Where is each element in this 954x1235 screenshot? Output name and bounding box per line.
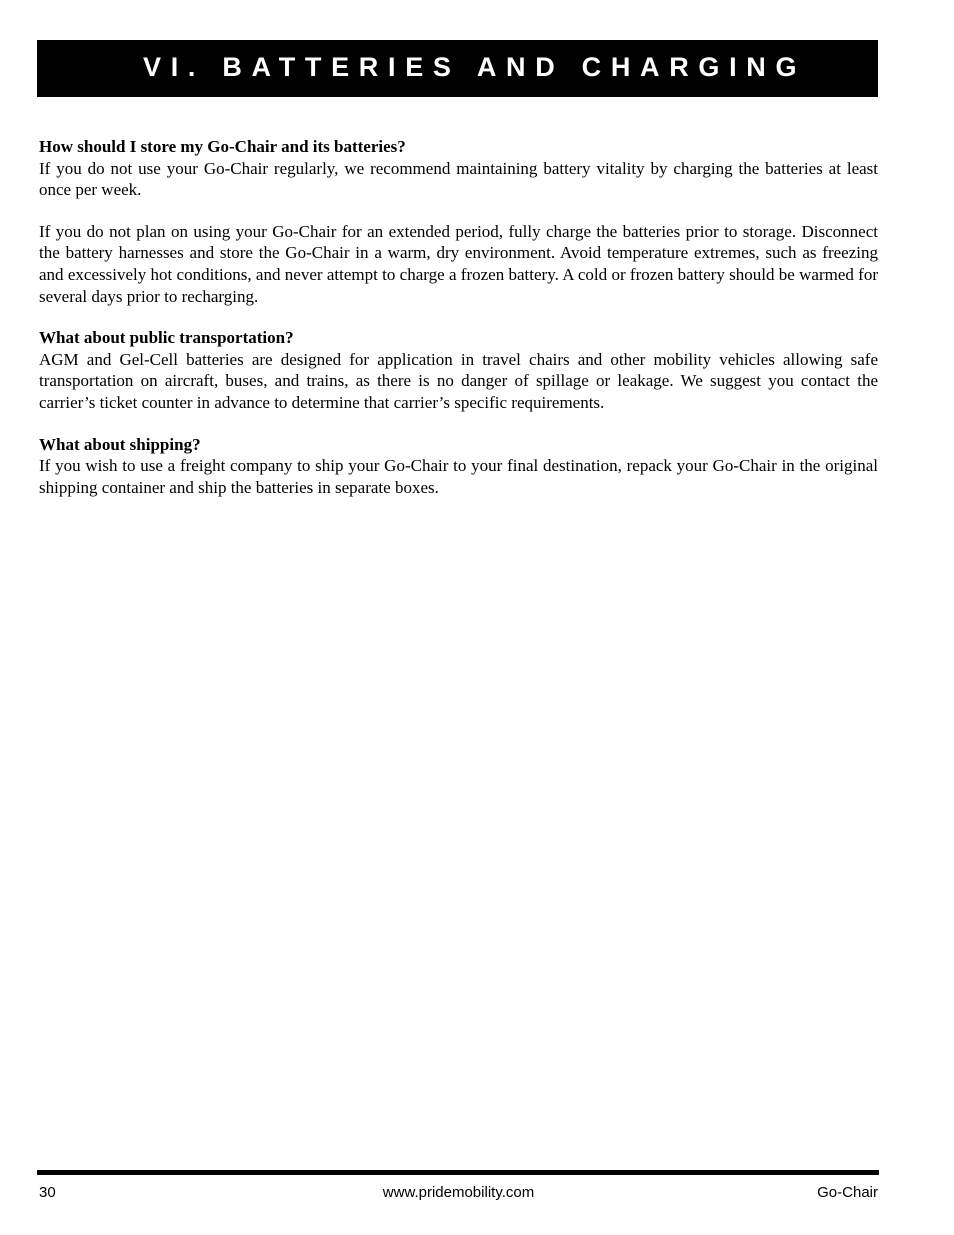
page-footer [39,1184,878,1204]
faq-shipping [39,434,878,499]
footer-divider [37,1170,879,1175]
footer-website: www.pridemobility.com [382,1184,535,1201]
faq-question: How should I store my Go-Chair and its batteries? [39,137,406,156]
faq-answer: AGM and Gel-Cell batteries are designed for application in travel chairs and other mobility vehicles allowing safe transportation on aircraft, buses, and trains, as there is no danger of spillage or leakage. We suggest you contact the carrier’s ticket counter in advance to determine that carrier’s specific requirements. [39,349,878,412]
faq-public-transportation [39,327,878,413]
faq-answer: If you do not use your Go-Chair regularly, we recommend maintaining battery vitality by charging the batteries at least once per week. [39,158,878,200]
page-number: 30 [39,1184,56,1201]
faq-answer: If you wish to use a freight company to ship your Go-Chair to your final destination, repack your Go-Chair in the original shipping container and ship the batteries in separate boxes. [39,456,878,497]
page-content [39,136,878,518]
faq-question: What about shipping? [39,434,201,454]
footer-product-name: Go-Chair [817,1184,878,1201]
faq-question: What about public transportation? [39,328,294,348]
section-title: VI. BATTERIES AND CHARGING [143,52,807,82]
section-header-bar [37,40,878,97]
faq-storage [39,136,878,307]
faq-answer: If you do not plan on using your Go-Chair for an extended period, fully charge the batteries prior to storage. Disconnect the battery harnesses and store the Go-Chair in a warm, dry environment. Avoid temperature extremes, such as freezing and excessively hot conditions, and never attempt to charge a frozen battery. A cold or frozen battery should be warmed for several days prior to recharging. [39,221,878,306]
